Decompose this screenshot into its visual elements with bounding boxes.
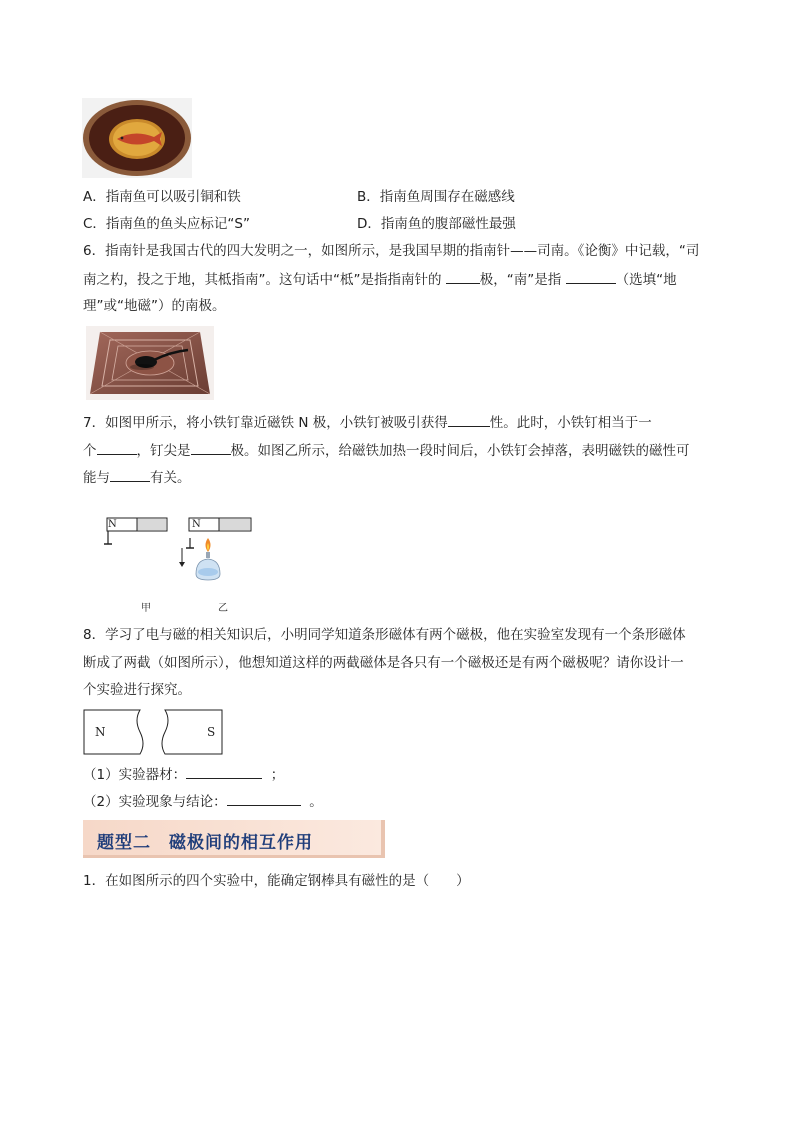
- q6-line-1: 6．指南针是我国古代的四大发明之一，如图所示，是我国早期的指南针——司南。《论衡》中记载，“司: [83, 243, 700, 259]
- broken-magnet-figure: [83, 708, 228, 756]
- section-banner: [83, 820, 385, 858]
- q7-text-a: 7．如图甲所示，将小铁钉靠近磁铁 N 极，小铁钉被吸引获得: [83, 415, 448, 431]
- q7-line-3: [83, 467, 191, 488]
- q8-sub-1: [83, 764, 284, 785]
- figure-caption-yi: 乙: [218, 603, 228, 614]
- q7-text-c: 个: [83, 443, 97, 459]
- q7-line-1: [83, 412, 652, 433]
- q8-blank-conclusion[interactable]: [227, 791, 301, 806]
- q8-blank-materials[interactable]: [186, 764, 262, 779]
- q1-text: 1．在如图所示的四个实验中，能确定钢棒具有磁性的是（ ）: [83, 873, 470, 889]
- broken-magnet-n-label: N: [95, 725, 106, 739]
- q6-blank-2[interactable]: [566, 269, 616, 284]
- sinan-compass-photo: [86, 326, 214, 400]
- q6-text-c: （选填“地: [615, 272, 677, 288]
- magnet-left-pole-label: N: [108, 519, 117, 530]
- q6-text-a: 南之杓，投之于地，其柢指南”。这句话中“柢”是指指南针的: [83, 272, 442, 288]
- q7-blank-4[interactable]: [110, 467, 150, 482]
- q8-sub-1-label: （1）实验器材：: [83, 767, 187, 783]
- fish-bowl-photo: [82, 98, 192, 178]
- magnet-nail-figure: [100, 512, 260, 616]
- q5-option-a: A．指南鱼可以吸引铜和铁: [83, 189, 241, 205]
- q8-line-3: 个实验进行探究。: [83, 682, 191, 698]
- q8-sub-2-label: （2）实验现象与结论：: [83, 794, 227, 810]
- q6-line-3: 理”或“地磁”）的南极。: [83, 298, 226, 314]
- magnet-right-pole-label: N: [192, 519, 201, 530]
- q7-text-e: 极。如图乙所示，给磁铁加热一段时间后，小铁钉会掉落，表明磁铁的磁性可: [230, 443, 690, 459]
- section-title: 题型二 磁极间的相互作用: [97, 833, 313, 853]
- q8-sub-2: [83, 791, 323, 812]
- figure-caption-jia: 甲: [141, 603, 151, 614]
- q7-blank-1[interactable]: [448, 412, 490, 427]
- q7-text-b: 性。此时，小铁钉相当于一: [489, 415, 652, 431]
- q8-sub-2-end: 。: [309, 794, 323, 810]
- q7-text-g: 有关。: [150, 470, 191, 486]
- q8-line-2: 断成了两截（如图所示），他想知道这样的两截磁体是各只有一个磁极还是有两个磁极呢？请你设计一: [83, 655, 684, 671]
- q5-option-d: D．指南鱼的腹部磁性最强: [357, 216, 516, 232]
- q5-option-b: B．指南鱼周围存在磁感线: [357, 189, 515, 205]
- q7-text-d: ，钉尖是: [136, 443, 191, 459]
- q8-line-1: 8．学习了电与磁的相关知识后，小明同学知道条形磁体有两个磁极，他在实验室发现有一个条形磁体: [83, 627, 686, 643]
- q8-sub-1-end: ；: [270, 767, 285, 783]
- q7-blank-3[interactable]: [191, 440, 231, 455]
- q6-blank-1[interactable]: [446, 269, 480, 284]
- q7-blank-2[interactable]: [97, 440, 137, 455]
- q6-text-b: 极，“南”是指: [479, 272, 562, 288]
- q5-option-c: C．指南鱼的鱼头应标记“S”: [83, 216, 250, 232]
- q6-line-2: [83, 269, 677, 290]
- q7-line-2: [83, 440, 690, 461]
- broken-magnet-s-label: S: [207, 725, 216, 739]
- q7-text-f: 能与: [83, 470, 110, 486]
